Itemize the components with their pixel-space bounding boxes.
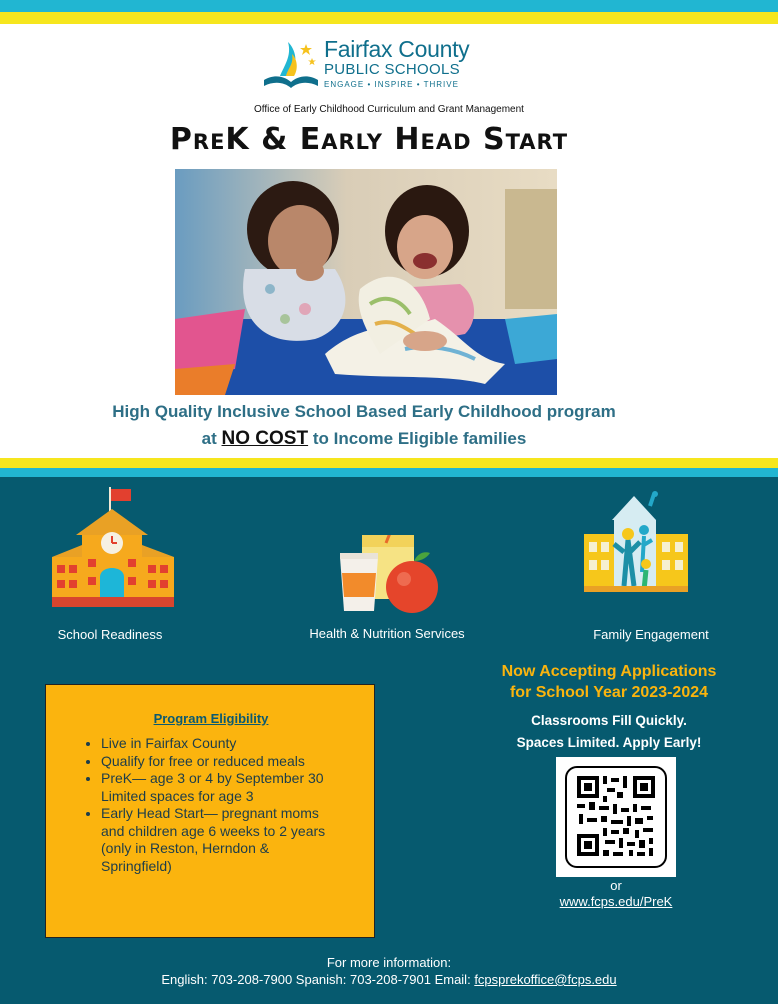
prek-website-link[interactable]: www.fcps.edu/PreK bbox=[559, 894, 673, 909]
classrooms-fill-text: Classrooms Fill Quickly. bbox=[531, 713, 687, 728]
spaces-limited-text: Spaces Limited. Apply Early! bbox=[516, 735, 702, 750]
mid-yellow-stripe bbox=[0, 458, 778, 468]
eligibility-item: • PreK— age 3 or 4 by September 30 bbox=[101, 770, 376, 788]
tagline-line-2 bbox=[0, 428, 728, 450]
eligibility-item: Springfield) bbox=[101, 857, 172, 874]
eligibility-item: • Early Head Start— pregnant moms bbox=[101, 805, 376, 823]
logo-name: Fairfax County bbox=[324, 36, 470, 62]
qr-code[interactable] bbox=[556, 757, 676, 877]
food-icon bbox=[338, 535, 448, 615]
top-cyan-stripe bbox=[0, 0, 778, 12]
qr-frame bbox=[565, 766, 667, 868]
eligibility-title: Program Eligibility bbox=[153, 711, 269, 726]
eligibility-item: • Live in Fairfax County bbox=[101, 735, 376, 753]
fcps-logo bbox=[262, 36, 522, 94]
service-label-health-nutrition: Health & Nutrition Services bbox=[309, 626, 465, 641]
phone-numbers: English: 703-208-7900 Spanish: 703-208-7901 Email: bbox=[161, 972, 471, 987]
service-label-school-readiness: School Readiness bbox=[57, 627, 163, 642]
mid-cyan-stripe bbox=[0, 468, 778, 477]
school-building-icon bbox=[52, 485, 174, 613]
tagline-line-1: High Quality Inclusive School Based Early Childhood program bbox=[112, 402, 616, 421]
more-info-heading: For more information: bbox=[326, 955, 452, 970]
tagline-at: at bbox=[201, 429, 217, 448]
eligibility-item: • Qualify for free or reduced meals bbox=[101, 753, 376, 771]
tagline-rest: to Income Eligible families bbox=[312, 429, 527, 448]
eligibility-item: (only in Reston, Herndon & bbox=[101, 840, 270, 856]
school-year-heading: for School Year 2023-2024 bbox=[509, 684, 709, 701]
eligibility-item: and children age 6 weeks to 2 years bbox=[101, 822, 326, 839]
children-reading-photo bbox=[175, 169, 557, 395]
service-label-family-engagement: Family Engagement bbox=[593, 627, 709, 642]
eligibility-item: Limited spaces for age 3 bbox=[101, 787, 254, 804]
family-school-icon bbox=[584, 490, 690, 600]
logo-tagline: ENGAGE • INSPIRE • THRIVE bbox=[324, 80, 459, 89]
book-flame-icon bbox=[262, 36, 322, 92]
accepting-applications-heading: Now Accepting Applications bbox=[501, 663, 717, 680]
page-title: PreK & Early Head Start bbox=[169, 122, 569, 157]
office-name: Office of Early Childhood Curriculum and Grant Management bbox=[254, 104, 524, 115]
logo-subtitle: PUBLIC SCHOOLS bbox=[324, 61, 460, 78]
email-link[interactable]: fcpsprekoffice@fcps.edu bbox=[474, 972, 617, 987]
or-text: or bbox=[610, 878, 622, 893]
contact-line bbox=[0, 972, 778, 987]
eligibility-list bbox=[74, 735, 376, 875]
top-yellow-stripe bbox=[0, 12, 778, 24]
qr-pattern-icon bbox=[567, 768, 665, 866]
eligibility-box bbox=[45, 684, 375, 938]
no-cost-highlight: NO COST bbox=[221, 428, 309, 449]
